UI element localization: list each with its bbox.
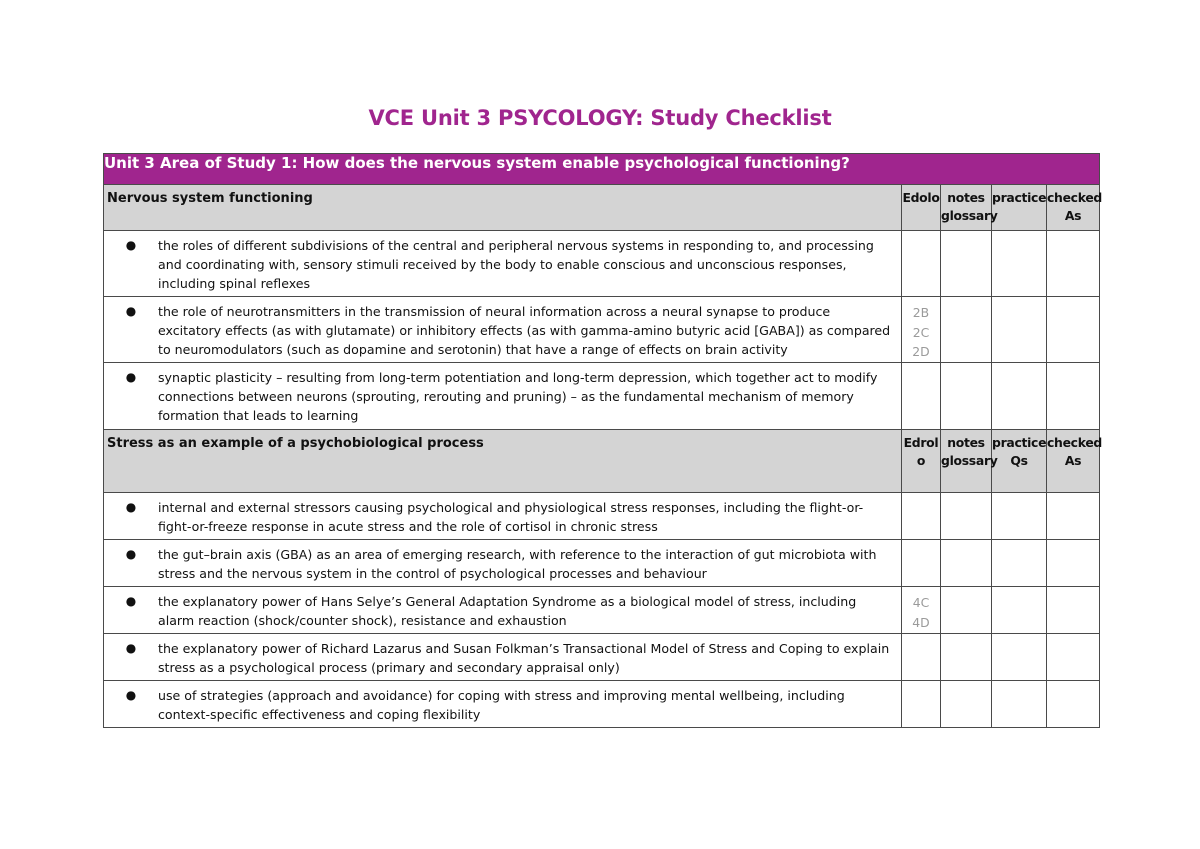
bullet-icon: ● [125,500,137,514]
edrolo-cell [902,681,941,728]
notes-checkbox-cell[interactable] [941,587,992,634]
practice-column-header: practice Qs [992,430,1047,493]
edrolo-cell [902,540,941,587]
checklist-item-text: the explanatory power of Richard Lazarus and Susan Folkman’s Transactional Model of Stress and Coping to explain stress as a psychological process (primary and secondary appraisal only) [158,641,890,675]
checklist-row [104,587,1100,634]
checklist-row [104,634,1100,681]
checklist-item-text: use of strategies (approach and avoidance) for coping with stress and improving mental wellbeing, including context-specific effectiveness and coping flexibility [158,688,845,722]
checked-checkbox-cell[interactable] [1047,297,1100,363]
checked-checkbox-cell[interactable] [1047,540,1100,587]
section-title: Nervous system functioning [104,185,902,231]
section-title: Stress as an example of a psychobiological process [104,430,902,493]
checklist-row [104,231,1100,297]
bullet-icon: ● [125,304,137,318]
edrolo-cell [902,363,941,430]
bullet-icon: ● [125,547,137,561]
section-header-row [104,430,1100,493]
checklist-row [104,493,1100,540]
edrolo-code: 4C [912,595,930,610]
notes-checkbox-cell[interactable] [941,493,992,540]
checked-column-header: checked As [1047,430,1100,493]
edrolo-cell [902,634,941,681]
notes-checkbox-cell[interactable] [941,297,992,363]
bullet-icon: ● [125,370,137,384]
checklist-row [104,540,1100,587]
document-title: VCE Unit 3 PSYCOLOGY: Study Checklist [368,106,832,130]
edrolo-code: 4D [912,614,930,630]
edrolo-column-header: Edolo [902,185,941,231]
notes-checkbox-cell[interactable] [941,540,992,587]
notes-column-header: notes glossary [941,430,992,493]
notes-checkbox-cell[interactable] [941,231,992,297]
notes-checkbox-cell[interactable] [941,363,992,430]
practice-checkbox-cell[interactable] [992,297,1047,363]
checked-column-header: checked As [1047,185,1100,231]
study-checklist-table [103,153,1100,728]
bullet-icon: ● [125,238,137,252]
area-heading: Unit 3 Area of Study 1: How does the nervous system enable psychological functioning? [104,154,1100,185]
edrolo-code: 2D [912,344,930,359]
checklist-row [104,363,1100,430]
edrolo-code: 2B [912,305,930,320]
checklist-item-text: the explanatory power of Hans Selye’s General Adaptation Syndrome as a biological model of stress, including alarm reaction (shock/counter shock), resistance and exhaustion [158,594,857,628]
checklist-item-text: the roles of different subdivisions of the central and peripheral nervous systems in responding to, and processing and coordinating with, sensory stimuli received by the body to enable conscious and unconscious responses, including spinal reflexes [158,238,874,291]
practice-checkbox-cell[interactable] [992,231,1047,297]
practice-checkbox-cell[interactable] [992,634,1047,681]
checked-checkbox-cell[interactable] [1047,231,1100,297]
checked-checkbox-cell[interactable] [1047,363,1100,430]
edrolo-cell [902,493,941,540]
checklist-item-text: synaptic plasticity – resulting from long-term potentiation and long-term depression, which together act to modify connections between neurons (sprouting, rerouting and pruning) – as the fundamental mechanism of memory formation that leads to learning [158,370,878,423]
bullet-icon: ● [125,688,137,702]
practice-checkbox-cell[interactable] [992,587,1047,634]
edrolo-column-header: Edrol o [902,430,941,493]
notes-column-header: notes glossary [941,185,992,231]
practice-checkbox-cell[interactable] [992,363,1047,430]
edrolo-cell [902,231,941,297]
edrolo-cell [902,297,941,363]
checklist-row [104,681,1100,728]
checklist-item-text: the role of neurotransmitters in the transmission of neural information across a neural synapse to produce excitatory effects (as with glutamate) or inhibitory effects (as with gamma-amino butyric acid [GABA]) as compared to neuromodulators (such as dopamine and serotonin) that have a range of effects on brain activity [158,304,891,357]
edrolo-cell [902,587,941,634]
edrolo-code: 2C [912,324,930,340]
checked-checkbox-cell[interactable] [1047,634,1100,681]
practice-checkbox-cell[interactable] [992,540,1047,587]
bullet-icon: ● [125,641,137,655]
bullet-icon: ● [125,594,137,608]
checklist-item-text: the gut–brain axis (GBA) as an area of emerging research, with reference to the interaction of gut microbiota with stress and the nervous system in the control of psychological processes and behaviour [158,547,877,581]
notes-checkbox-cell[interactable] [941,681,992,728]
checklist-item-text: internal and external stressors causing psychological and physiological stress responses, including the flight-or-fight-or-freeze response in acute stress and the role of cortisol in chronic stress [158,500,864,534]
practice-checkbox-cell[interactable] [992,681,1047,728]
checked-checkbox-cell[interactable] [1047,587,1100,634]
checked-checkbox-cell[interactable] [1047,681,1100,728]
checklist-row [104,297,1100,363]
checked-checkbox-cell[interactable] [1047,493,1100,540]
practice-column-header: practice [992,185,1047,231]
notes-checkbox-cell[interactable] [941,634,992,681]
section-header-row [104,185,1100,231]
practice-checkbox-cell[interactable] [992,493,1047,540]
area-heading-row [104,154,1100,185]
